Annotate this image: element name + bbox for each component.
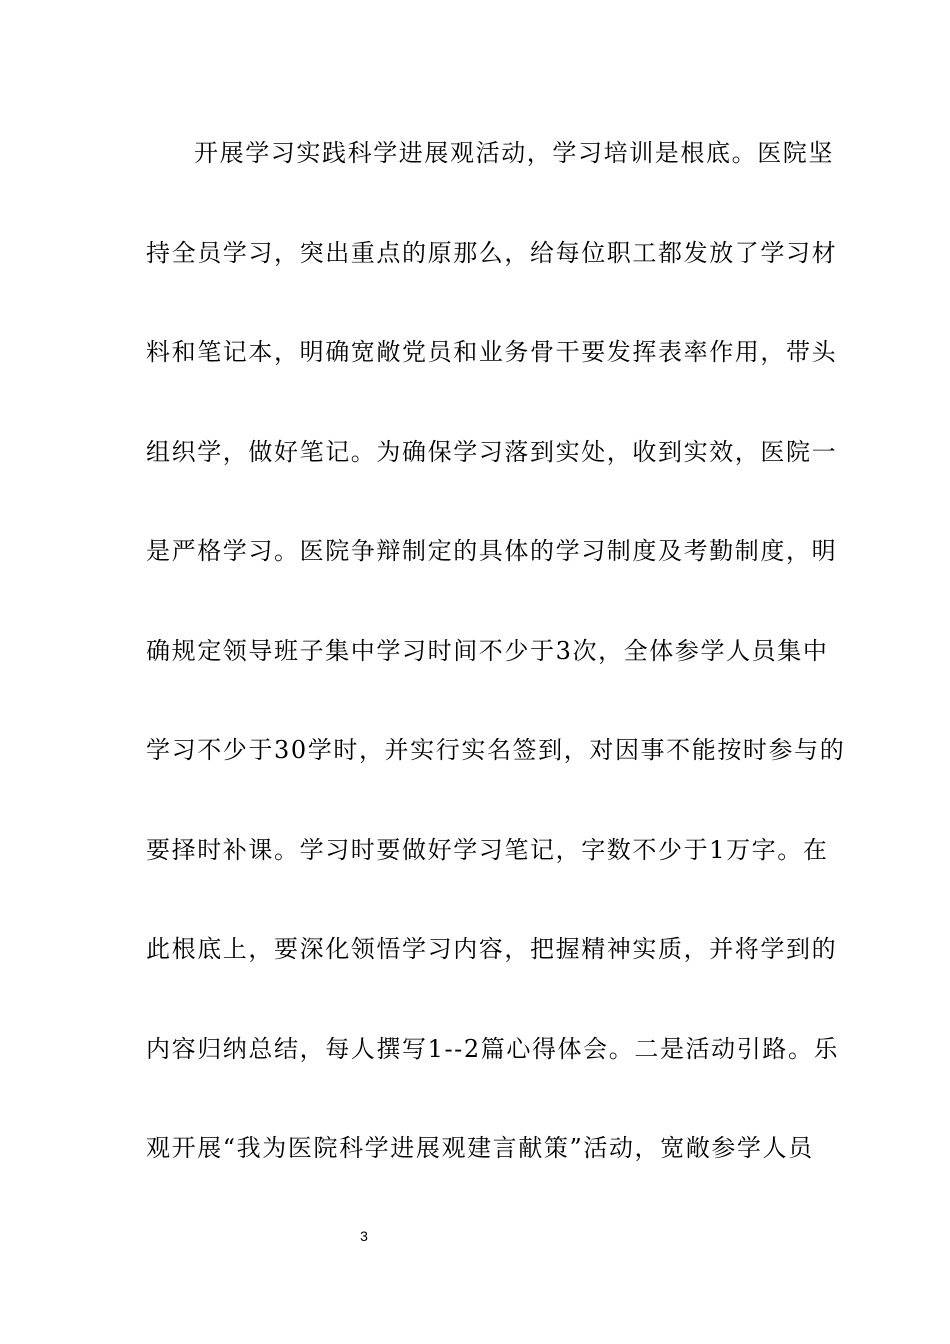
page-number: 3	[360, 1228, 368, 1244]
text-line: 是严格学习。医院争辩制定的具体的学习制度及考勤制度，明	[146, 537, 838, 565]
text-line: 持全员学习，突出重点的原那么，给每位职工都发放了学习材	[146, 238, 838, 267]
text-line: 组织学，做好笔记。为确保学习落到实处，收到实效，医院一	[146, 437, 838, 466]
text-line: 开展学习实践科学进展观活动，学习培训是根底。医院坚	[194, 139, 834, 167]
text-line: 确规定领导班子集中学习时间不少于3次，全体参学人员集中	[146, 636, 829, 665]
text-line: 内容归纳总结，每人撰写1--2篇心得体会。二是活动引路。乐	[146, 1034, 840, 1063]
body-paragraph	[146, 128, 846, 1223]
text-line: 观开展“我为医院科学进展观建言献策”活动，宽敞参学人员	[146, 1134, 814, 1162]
text-line: 学习不少于30学时，并实行实名签到，对因事不能按时参与的	[146, 736, 846, 764]
text-line: 此根底上，要深化领悟学习内容，把握精神实质，并将学到的	[146, 935, 838, 963]
text-line: 要择时补课。学习时要做好学习笔记，字数不少于1万字。在	[146, 835, 829, 864]
text-line: 料和笔记本，明确宽敞党员和业务骨干要发挥表率作用，带头	[146, 338, 838, 366]
